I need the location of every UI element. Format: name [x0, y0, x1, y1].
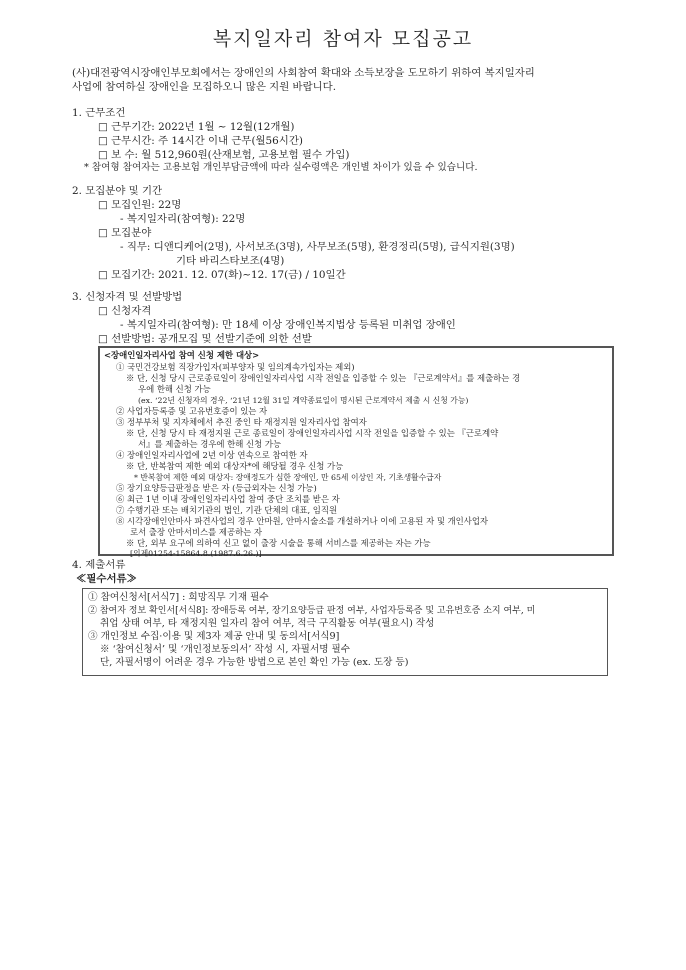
job-list: - 직무: 디앤디케어(2명), 사서보조(3명), 사무보조(5명), 환경정리(5명), 급식지원(3명): [120, 241, 515, 253]
restriction-line: ② 사업자등록증 및 고유번호증이 있는 자: [116, 406, 268, 416]
restriction-line: * 반복참여 제한 예외 대상자: 장애정도가 심한 장애인, 만 65세 이상인 자, 기초생활수급자: [134, 473, 442, 482]
restriction-line: 우에 한해 신청 가능: [138, 384, 211, 394]
restriction-line: ③ 정부부처 및 지자체에서 추진 중인 타 재정지원 일자리사업 참여자: [116, 417, 367, 427]
recruit-type: - 복지일자리(참여형): 22명: [120, 213, 246, 225]
work-hours: □ 근무시간: 주 14시간 이내 근무(월56시간): [98, 135, 303, 147]
eligibility-text: - 복지일자리(참여형): 만 18세 이상 장애인복지법상 등록된 미취업 장애인: [120, 319, 456, 331]
intro-line-2: 사업에 참여하실 장애인을 모집하오니 많은 지원 바랍니다.: [72, 81, 337, 93]
restriction-line: ① 국민건강보험 직장가입자(피부양자 및 임의계속가입자는 제외): [116, 362, 355, 372]
restriction-line: ⑧ 시각장애인안마사 파견사업의 경우 안마원, 안마시술소를 개설하거나 이에 고용된 자 및 개인사업자: [116, 516, 489, 526]
restriction-line: 서』를 제출하는 경우에 한해 신청 가능: [138, 439, 282, 449]
eligibility-label: □ 신청자격: [98, 305, 152, 317]
required-doc-line: ③ 개인정보 수집·이용 및 제3자 제공 안내 및 동의서[서식9]: [88, 631, 340, 642]
required-doc-line: ② 참여자 정보 확인서[서식8]: 장애등록 여부, 장기요양등급 판정 여부, 사업자등록증 및 고유번호증 소지 여부, 미: [88, 606, 536, 616]
work-period: □ 근무기간: 2022년 1월 ∼ 12월(12개월): [98, 121, 295, 133]
required-doc-line: ※ ‘참여신청서’ 및 ‘개인정보동의서’ 작성 시, 자필서명 필수: [100, 644, 351, 655]
section-3-heading: 3. 신청자격 및 선발방법: [72, 291, 183, 303]
restriction-line: ※ 단, 신청 당시 타 재정지원 근로 종료일이 장애인일자리사업 시작 전일을 입증할 수 있는 『근로계약: [126, 428, 499, 438]
restriction-line: ⑥ 최근 1년 이내 장애인일자리사업 참여 중단 조치를 받은 자: [116, 494, 340, 504]
restriction-line: ※ 단, 반복참여 제한 예외 대상자*에 해당될 경우 신청 가능: [126, 461, 344, 471]
restriction-line: ⑤ 장기요양등급판정을 받은 자 (등급외자는 신청 가능): [116, 483, 317, 493]
selection-method: □ 선발방법: 공개모집 및 선발기준에 의한 선발: [98, 333, 312, 345]
restriction-ref: [의제01254-15864.8.(1987.6.26.)]: [130, 549, 262, 558]
salary: □ 보 수: 월 512,960원(산재보험, 고용보험 필수 가입): [98, 149, 350, 161]
restriction-title: <장애인일자리사업 참여 신청 제한 대상>: [104, 350, 260, 360]
restriction-line: ※ 단, 신청 당시 근로종료일이 장애인일자리사업 시작 전일을 입증할 수 있는 『근로계약서』를 제출하는 경: [126, 373, 521, 383]
recruit-period: □ 모집기간: 2021. 12. 07(화)∼12. 17(금) / 10일간: [98, 269, 346, 281]
section-2-heading: 2. 모집분야 및 기간: [72, 185, 163, 197]
restriction-line: ⑦ 수행기관 또는 배치기관의 법인, 기관 단체의 대표, 임직원: [116, 505, 338, 515]
restriction-line: ④ 장애인일자리사업에 2년 이상 연속으로 참여한 자: [116, 450, 308, 460]
recruit-count: □ 모집인원: 22명: [98, 199, 182, 211]
recruit-field: □ 모집분야: [98, 227, 152, 239]
restriction-line: ※ 단, 외부 요구에 의하여 신고 없이 출장 시술을 통해 서비스를 제공하는 자는 가능: [126, 538, 431, 548]
section-1-heading: 1. 근무조건: [72, 107, 126, 119]
required-doc-line: 단, 자필서명이 어려운 경우 가능한 방법으로 본인 확인 가능 (ex. 도장 등): [100, 657, 409, 668]
required-doc-line: 취업 상태 여부, 타 재정지원 일자리 참여 여부, 적극 구직활동 여부(필요시) 작성: [100, 618, 435, 629]
section-4-heading: 4. 제출서류: [72, 559, 126, 571]
restriction-line: 로서 출장 안마서비스를 제공하는 자: [130, 527, 263, 537]
required-doc-line: ① 참여신청서[서식7] : 희망직무 기재 필수: [88, 592, 269, 603]
salary-note: * 참여형 참여자는 고용보험 개인부담금액에 따라 실수령액은 개인별 차이가 있을 수 있습니다.: [84, 162, 478, 173]
restriction-line: (ex. ‘22년 신청자의 경우, ‘21년 12월 31일 계약종료일이 명시된 근로계약서 제출 시 신청 가능): [138, 396, 469, 405]
page-title: 복지일자리 참여자 모집공고: [212, 28, 474, 50]
required-docs-title: ≪필수서류≫: [76, 573, 137, 585]
intro-line-1: (사)대전광역시장애인부모회에서는 장애인의 사회참여 확대와 소득보장을 도모하기 위하여 복지일자리: [72, 67, 535, 79]
job-list-cont: 기타 바리스타보조(4명): [176, 255, 285, 267]
